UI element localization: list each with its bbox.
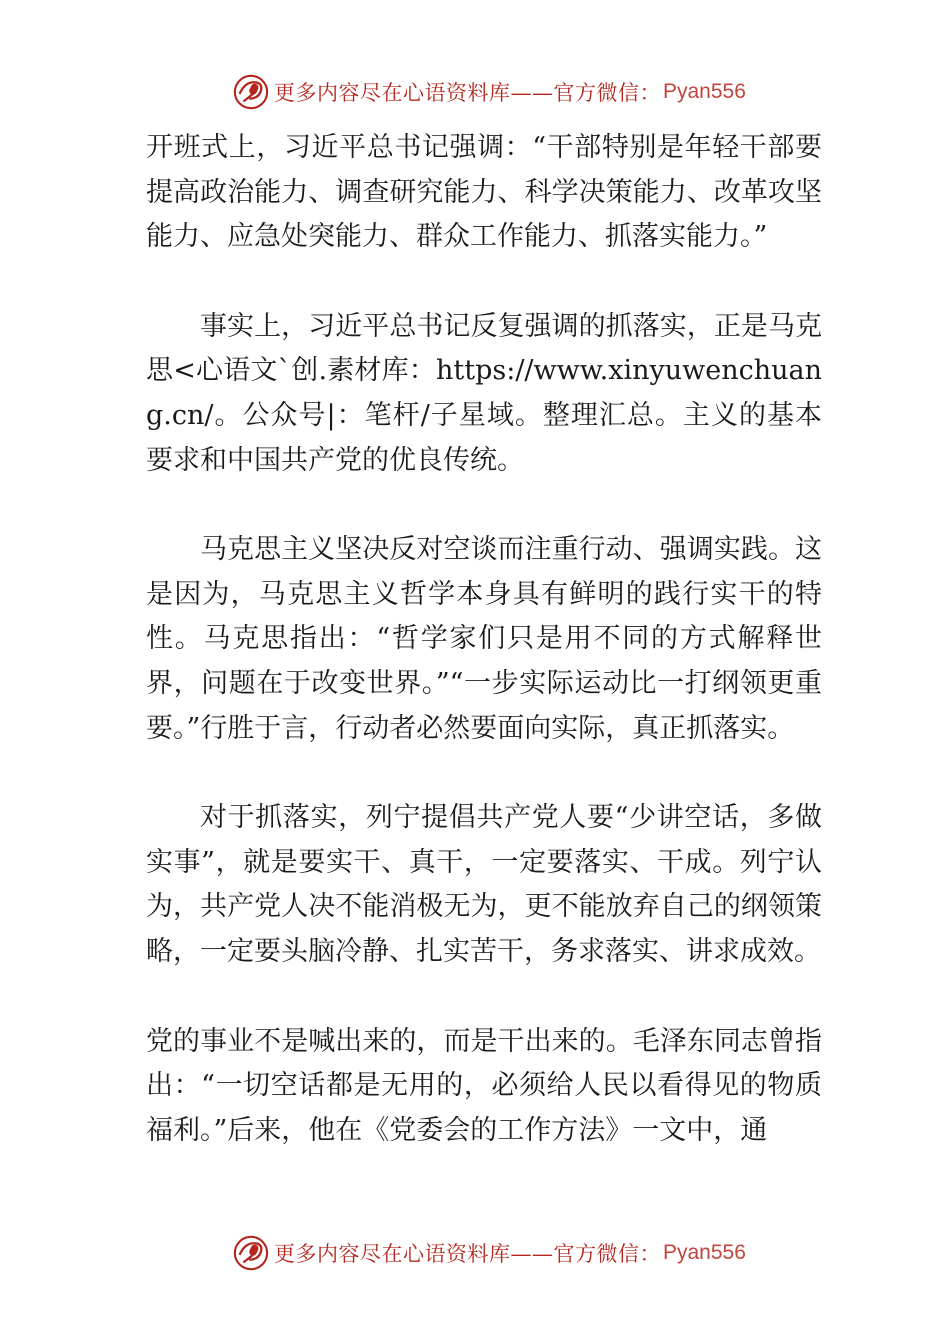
mic-logo-icon [232,1234,270,1272]
wechat-id: Pyan556 [663,80,746,103]
paragraph-3: 马克思主义坚决反对空谈而注重行动、强调实践。这是因为，马克思主义哲学本身具有鲜明的践行实干的特性。马克思指出：“哲学家们只是用不同的方式解释世界，问题在于改变世界。”“一步实际运动比一打纲领更重要。”行胜于言，行动者必然要面向实际，真正抓落实。 [146,534,822,744]
paragraph-2: 事实上，习近平总书记反复强调的抓落实，正是马克思<心语文`创.素材库：https://www.xinyuwenchuang.cn/。公众号|：笔杆/子星域。整理汇总。主义的基本要求和中国共产党的优良传统。 [146,310,822,476]
document-body [146,126,822,1153]
paragraph-5: 党的事业不是喊出来的，而是干出来的。毛泽东同志曾指出：“一切空话都是无用的，必须给人民以看得见的物质福利。”后来，他在《党委会的工作方法》一文中，通 [146,1025,822,1146]
header-banner [232,72,746,112]
paragraph-1: 开班式上，习近平总书记强调：“干部特别是年轻干部要提高政治能力、调查研究能力、科学决策能力、改革攻坚能力、应急处突能力、群众工作能力、抓落实能力。” [146,132,822,253]
footer-banner [232,1233,746,1273]
mic-logo-icon [232,73,270,111]
paragraph-4: 对于抓落实，列宁提倡共产党人要“少讲空话，多做实事”，就是要实干、真干，一定要落实、干成。列宁认为，共产党人决不能消极无为，更不能放弃自己的纲领策略，一定要头脑冷静、扎实苦干，务求落实、讲求成效。 [146,802,822,967]
wechat-id: Pyan556 [663,1241,746,1264]
banner-slogan: 更多内容尽在心语资料库——官方微信： [274,81,661,105]
banner-slogan: 更多内容尽在心语资料库——官方微信： [274,1242,661,1266]
